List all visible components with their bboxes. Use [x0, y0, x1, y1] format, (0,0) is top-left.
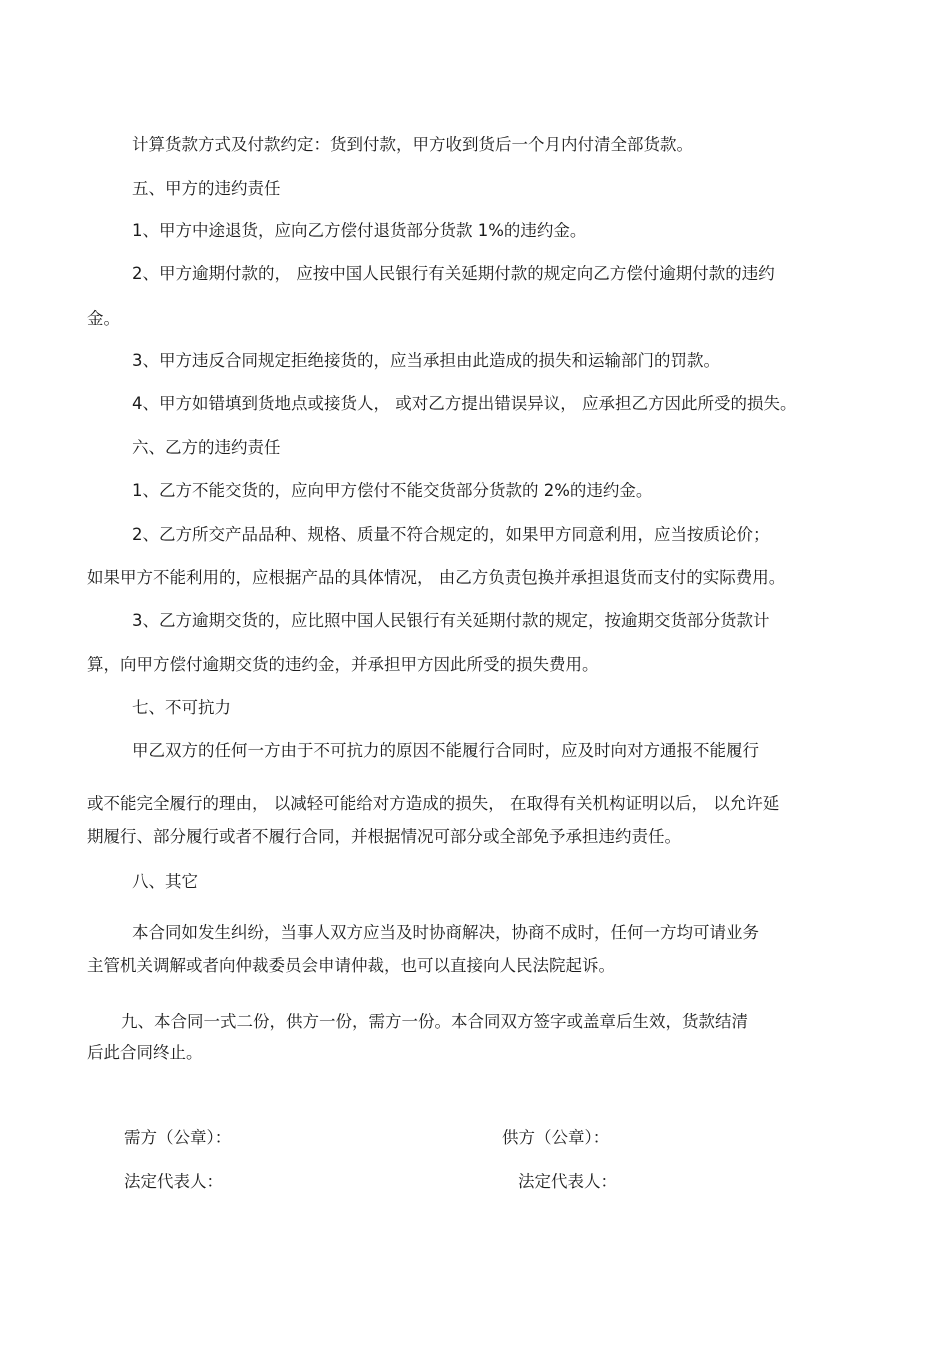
buyer-representative-label: 法定代表人：	[124, 1172, 223, 1191]
section-7-heading: 七、不可抗力	[132, 698, 231, 717]
buyer-seal-label: 需方（公章）：	[124, 1128, 232, 1147]
section-6-item-2-line-2: 如果甲方不能利用的，应根据产品的具体情况， 由乙方负责包换并承担退货而支付的实际费用。	[87, 568, 786, 587]
section-8-para-line-1: 本合同如发生纠纷，当事人双方应当及时协商解决，协商不成时，任何一方均可请业务	[132, 923, 759, 942]
section-5-item-3: 3、甲方违反合同规定拒绝接货的，应当承担由此造成的损失和运输部门的罚款。	[132, 351, 720, 370]
section-6-item-1: 1、乙方不能交货的，应向甲方偿付不能交货部分货款的 2%的违约金。	[132, 481, 653, 500]
section-9-line-2: 后此合同终止。	[87, 1043, 203, 1062]
section-7-para-line-3: 期履行、部分履行或者不履行合同，并根据情况可部分或全部免予承担违约责任。	[87, 827, 681, 846]
section-5-item-2-line-1: 2、甲方逾期付款的， 应按中国人民银行有关延期付款的规定向乙方偿付逾期付款的违约	[132, 264, 775, 283]
supplier-seal-label: 供方（公章）：	[502, 1128, 610, 1147]
payment-terms-line: 计算货款方式及付款约定：货到付款，甲方收到货后一个月内付清全部货款。	[132, 135, 693, 154]
section-9-line-1: 九、本合同一式二份，供方一份，需方一份。本合同双方签字或盖章后生效，货款结清	[121, 1012, 748, 1031]
section-8-para-line-2: 主管机关调解或者向仲裁委员会申请仲裁，也可以直接向人民法院起诉。	[87, 956, 615, 975]
section-7-para-line-2: 或不能完全履行的理由， 以减轻可能给对方造成的损失， 在取得有关机构证明以后， 以允许延	[87, 794, 780, 813]
section-5-item-1: 1、甲方中途退货，应向乙方偿付退货部分货款 1%的违约金。	[132, 221, 587, 240]
section-5-item-2-line-2: 金。	[87, 309, 120, 328]
section-6-heading: 六、乙方的违约责任	[132, 438, 281, 457]
section-6-item-2-line-1: 2、乙方所交产品品种、规格、质量不符合规定的，如果甲方同意利用，应当按质论价；	[132, 525, 770, 544]
section-5-item-4: 4、甲方如错填到货地点或接货人， 或对乙方提出错误异议， 应承担乙方因此所受的损失。	[132, 394, 797, 413]
supplier-representative-label: 法定代表人：	[518, 1172, 617, 1191]
section-6-item-3-line-1: 3、乙方逾期交货的，应比照中国人民银行有关延期付款的规定，按逾期交货部分货款计	[132, 611, 770, 630]
section-7-para-line-1: 甲乙双方的任何一方由于不可抗力的原因不能履行合同时，应及时向对方通报不能履行	[132, 741, 759, 760]
section-6-item-3-line-2: 算，向甲方偿付逾期交货的违约金，并承担甲方因此所受的损失费用。	[87, 655, 599, 674]
section-5-heading: 五、甲方的违约责任	[132, 179, 281, 198]
section-8-heading: 八、其它	[132, 872, 198, 891]
